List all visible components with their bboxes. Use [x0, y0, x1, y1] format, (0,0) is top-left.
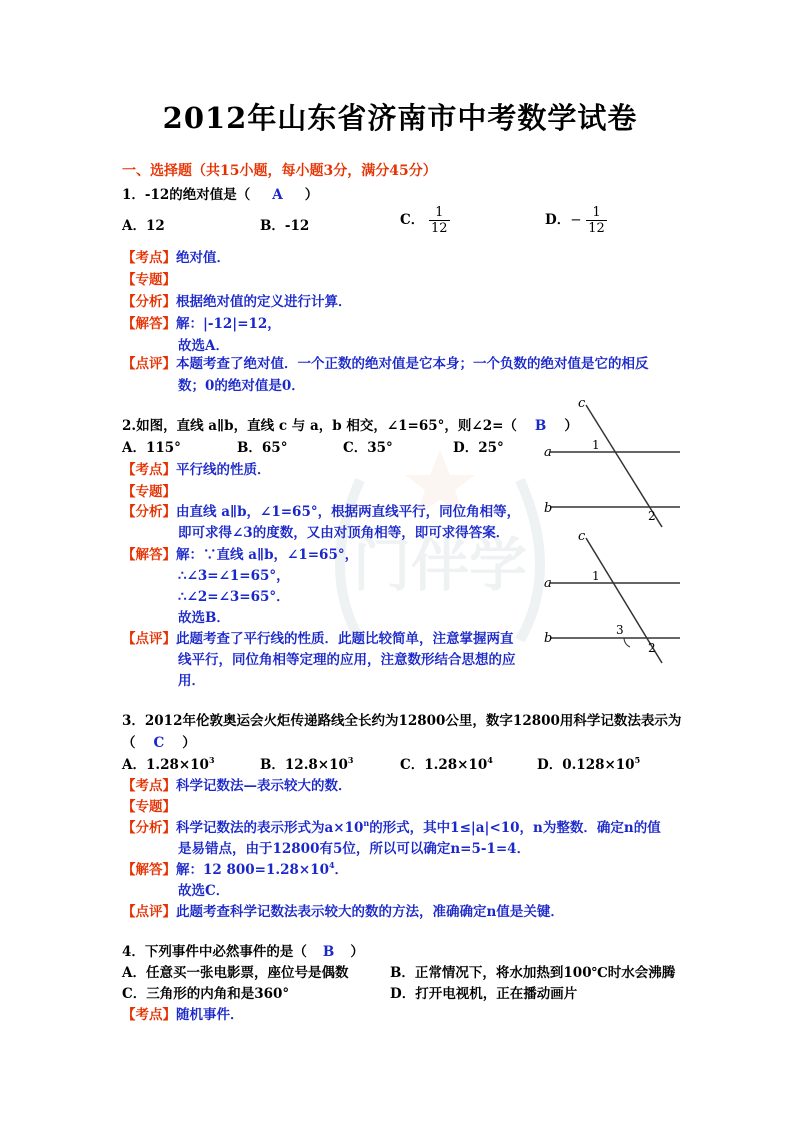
- q2-zhuanti: 【专题】: [122, 484, 176, 500]
- label-angle-2: 2: [648, 509, 656, 523]
- angle-3-arc: [624, 638, 630, 647]
- q2-option-b: B．65°: [237, 440, 288, 456]
- label-b: b: [544, 501, 553, 516]
- label-angle-3: 3: [616, 623, 624, 637]
- q1-answer: A: [272, 187, 283, 203]
- q1-kaodian: 【考点】绝对值．: [122, 250, 230, 266]
- label-angle-1: 1: [592, 569, 600, 583]
- label-a: a: [544, 576, 552, 591]
- q1-option-a: A．12: [122, 218, 165, 234]
- q3-option-a: A．$1.28\times 10^3$: [122, 755, 215, 773]
- label-angle-2: 2: [648, 641, 656, 655]
- q4-answer: B: [322, 944, 335, 960]
- q2-dianping-2: 线平行，同位角相等定理的应用，注意数形结合思想的应: [178, 652, 516, 668]
- q3-dianping: 【点评】此题考查科学记数法表示较大的数的方法，准确确定n值是关键．: [122, 904, 564, 920]
- q2-fenxi-2: 即可求得∠3的度数，又由对顶角相等，即可求得答案．: [178, 525, 510, 541]
- q3-kaodian: 【考点】科学记数法—表示较大的数．: [122, 778, 352, 794]
- q4-kaodian: 【考点】随机事件．: [122, 1007, 244, 1023]
- q2-dianping: 【点评】此题考查了平行线的性质．此题比较简单，注意掌握两直: [122, 631, 514, 647]
- q1-jieda: 【解答】解：|-12|=12，: [122, 316, 281, 332]
- section-heading: 一、选择题（共15小题，每小题3分，满分45分）: [122, 163, 437, 179]
- q3-answer: C: [153, 735, 165, 751]
- q2-dianping-3: 用．: [178, 673, 205, 689]
- page-title: 2012年山东省济南市中考数学试卷: [162, 101, 638, 135]
- q1-stem: 1．-12的绝对值是（ A ）: [122, 187, 319, 203]
- q2-stem: 2.如图，直线 a∥b，直线 c 与 a，b 相交，∠1=65°，则∠2=（ B ）: [122, 418, 578, 434]
- q2-figure-2: [540, 528, 690, 668]
- q4-stem: 4．下列事件中必然事件的是（ B ）: [122, 944, 364, 960]
- q1-zhuanti: 【专题】: [122, 272, 176, 288]
- q3-fenxi-2: 是易错点，由于12800有5位，所以可以确定n=5-1=4．: [178, 841, 531, 857]
- label-a: a: [544, 445, 552, 460]
- q1-option-c: C． $\frac{1}{12}$: [400, 205, 448, 236]
- q2-jieda-2: ∴∠3=∠1=65°，: [178, 568, 290, 584]
- q4-option-c: C．三角形的内角和是360°: [122, 986, 290, 1002]
- q2-jieda-4: 故选B．: [178, 610, 230, 626]
- q2-answer: B: [534, 418, 547, 434]
- q3-option-b: B．$12.8\times 10^3$: [260, 755, 354, 773]
- q3-option-c: C．$1.28\times 10^4$: [400, 755, 493, 773]
- q2-option-d: D．25°: [453, 440, 504, 456]
- q2-kaodian: 【考点】平行线的性质．: [122, 462, 271, 478]
- label-angle-1: 1: [592, 438, 600, 452]
- label-c: c: [578, 396, 586, 411]
- q2-fenxi: 【分析】由直线 a∥b，∠1=65°，根据两直线平行，同位角相等，: [122, 504, 521, 520]
- q2-option-a: A．115°: [122, 440, 181, 456]
- q3-jieda: 【解答】解：12 $800=1.28\times 10^4$．: [122, 860, 349, 878]
- q3-stem-2: （ C ）: [122, 735, 196, 751]
- q2-jieda-3: ∴∠2=∠3=65°．: [178, 589, 290, 605]
- label-c: c: [578, 529, 586, 544]
- q3-zhuanti: 【专题】: [122, 799, 176, 815]
- q2-figure-1: [540, 395, 690, 530]
- q1-dianping-2: 数；0的绝对值是0．: [178, 378, 305, 394]
- q4-option-a: A．任意买一张电影票，座位号是偶数: [122, 965, 349, 981]
- q1-jieda-2: 故选A．: [178, 338, 229, 354]
- q3-stem: 3．2012年伦敦奥运会火炬传递路线全长约为12800公里，数字12800用科学记数法表示为: [122, 713, 682, 729]
- label-b: b: [544, 631, 553, 646]
- q4-option-d: D．打开电视机，正在播动画片: [390, 986, 578, 1002]
- q1-fenxi: 【分析】根据绝对值的定义进行计算．: [122, 294, 352, 310]
- q3-jieda-2: 故选C．: [178, 883, 230, 899]
- q1-dianping: 【点评】本题考查了绝对值．一个正数的绝对值是它本身；一个负数的绝对值是它的相反: [122, 356, 649, 372]
- q3-option-d: D．$0.128\times 10^5$: [537, 755, 641, 773]
- q1-option-d: D．− $\frac{1}{12}$: [545, 205, 605, 236]
- q2-jieda: 【解答】解：∵直线 a∥b，∠1=65°，: [122, 547, 359, 563]
- q1-option-b: B．-12: [260, 218, 310, 234]
- q2-option-c: C．35°: [343, 440, 393, 456]
- q4-option-b: B．正常情况下，将水加热到100℃时水会沸腾: [390, 965, 676, 981]
- watermark-text: 门伴学: [352, 531, 528, 599]
- q3-fenxi: 【分析】科学记数法的表示形式为$a\times 10^n$的形式，其中1≤|a|<10，n为整数．确定n的值: [122, 818, 661, 836]
